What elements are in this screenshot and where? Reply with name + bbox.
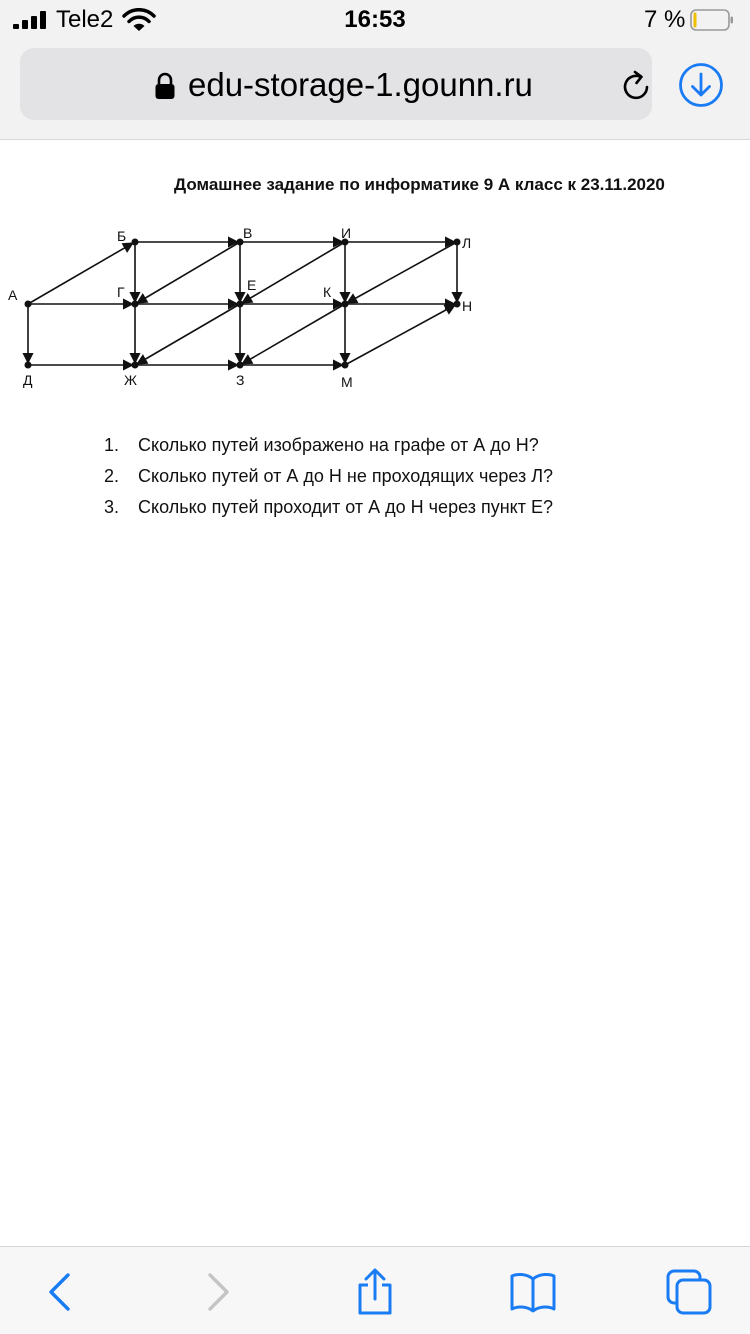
edge-e-zh <box>137 304 240 364</box>
node-label-d: Д <box>23 372 33 388</box>
question-list <box>104 435 734 528</box>
download-icon[interactable] <box>678 62 724 108</box>
share-icon[interactable] <box>350 1267 400 1317</box>
lock-icon <box>154 72 176 100</box>
node-label-n: Н <box>462 298 473 314</box>
battery-percentage: 7 % <box>644 6 686 33</box>
url-field[interactable] <box>20 48 652 120</box>
node-label-l: Л <box>462 235 472 251</box>
node-label-z: З <box>236 372 245 388</box>
node-label-g: Г <box>117 284 125 300</box>
node-label-zh: Ж <box>124 372 137 388</box>
question-item: 3. Сколько путей проходит от А до Н через пункт Е? <box>104 497 553 517</box>
edge-v-g <box>137 242 240 303</box>
url-text[interactable]: edu-storage-1.gounn.ru <box>188 66 533 103</box>
book-icon[interactable] <box>508 1267 558 1317</box>
edge-l-k <box>347 242 457 303</box>
status-bar <box>0 0 750 40</box>
document-page <box>0 141 750 1246</box>
reload-icon[interactable] <box>618 68 654 104</box>
question-item: 2. Сколько путей от А до Н не проходящих через Л? <box>104 466 554 486</box>
clock: 16:53 <box>344 6 406 33</box>
node-label-k: К <box>323 284 332 300</box>
question-item: 1. Сколько путей изображено на графе от А до Н? <box>104 435 539 455</box>
chevron-left-icon[interactable] <box>36 1267 86 1317</box>
edge-k-z <box>242 304 345 364</box>
graph-diagram <box>0 201 750 471</box>
carrier-name: Tele2 <box>56 6 114 33</box>
chevron-right-icon[interactable] <box>192 1267 242 1317</box>
document-title: Домашнее задание по информатике 9 А класс к 23.11.2020 <box>174 175 665 194</box>
node-label-b: Б <box>117 228 127 244</box>
browser-toolbar <box>0 1246 750 1334</box>
battery-icon <box>690 9 734 31</box>
node-label-v: В <box>243 225 253 241</box>
browser-address-bar <box>0 40 750 140</box>
tabs-icon[interactable] <box>664 1267 714 1317</box>
node-label-e: Е <box>247 277 257 293</box>
edge-m-n <box>345 305 455 365</box>
node-label-a: А <box>8 287 18 303</box>
node-label-m: М <box>341 374 353 390</box>
node-label-i: И <box>341 225 352 241</box>
